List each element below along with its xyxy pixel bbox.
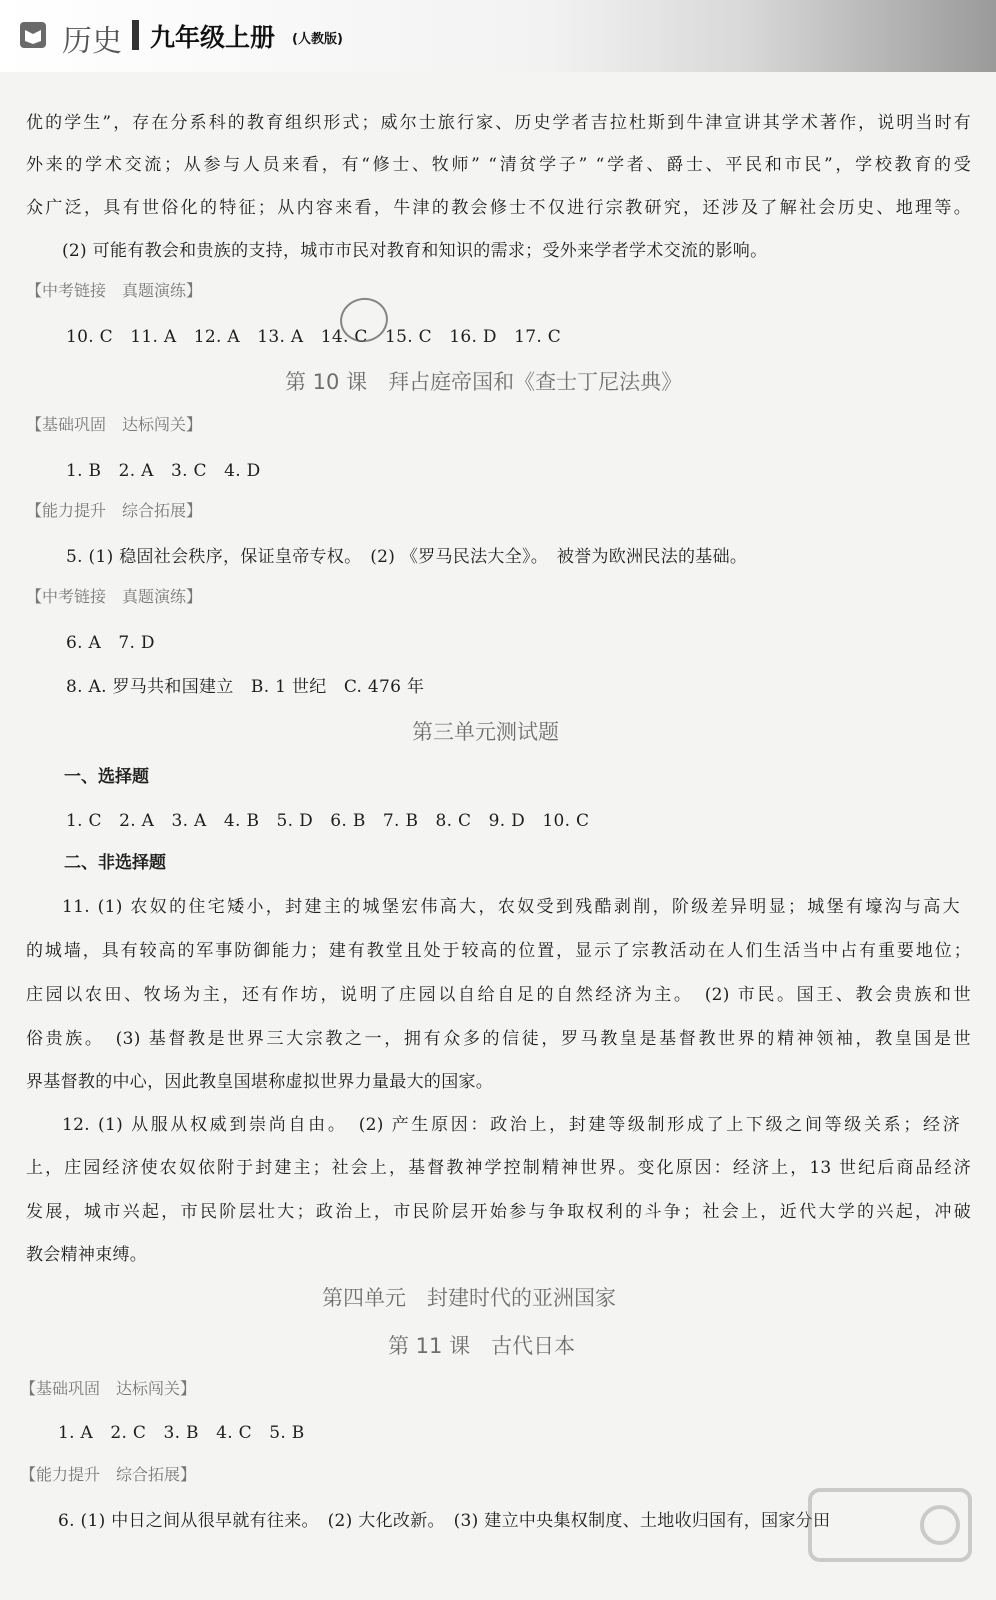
- section-tag-ability: 【能力提升 综合拓展】: [26, 501, 203, 520]
- paragraph-line: 俗贵族。 (3) 基督教是世界三大宗教之一，拥有众多的信徒，罗马教皇是基督教世界的精神领袖，教皇国是世: [26, 1029, 971, 1049]
- answer-line: 5. (1) 稳固社会秩序，保证皇帝专权。 (2) 《罗马民法大全》。 被誉为欧洲民法的基础。: [66, 547, 748, 567]
- book-logo-icon: [20, 22, 46, 48]
- lesson-title: 第 10 课 拜占庭帝国和《查士丁尼法典》: [285, 370, 683, 394]
- answer-line: 10. C 11. A 12. A 13. A 14. C 15. C 16. D 17. C: [66, 327, 562, 347]
- paragraph-line: 教会精神束缚。: [26, 1245, 148, 1265]
- answer-line: 1. B 2. A 3. C 4. D: [66, 461, 261, 481]
- answer-line: 1. A 2. C 3. B 4. C 5. B: [58, 1423, 305, 1443]
- subject-label: 历史: [62, 24, 122, 59]
- section-tag-exam: 【中考链接 真题演练】: [26, 281, 203, 300]
- section-tag-basic: 【基础巩固 达标闯关】: [26, 415, 203, 434]
- answer-line: 6. (1) 中日之间从很早就有往来。 (2) 大化改新。 (3) 建立中央集权制度、土地收归国有，国家分田: [58, 1511, 831, 1531]
- section-heading: 二、非选择题: [64, 853, 166, 873]
- section-tag-basic: 【基础巩固 达标闯关】: [20, 1379, 197, 1398]
- site-watermark-logo: [800, 1480, 980, 1570]
- paragraph-line: (2) 可能有教会和贵族的支持，城市市民对教育和知识的需求；受外来学者学术交流的影响。: [62, 241, 768, 261]
- paragraph-line: 众广泛，具有世俗化的特征；从内容来看，牛津的教会修士不仅进行宗教研究，还涉及了解社会历史、地理等。: [26, 198, 971, 218]
- answer-line: 8. A. 罗马共和国建立 B. 1 世纪 C. 476 年: [66, 677, 425, 697]
- header-divider: [132, 20, 139, 50]
- answer-line: 1. C 2. A 3. A 4. B 5. D 6. B 7. B 8. C 9. D 10. C: [66, 811, 590, 831]
- section-tag-exam: 【中考链接 真题演练】: [26, 587, 203, 606]
- paragraph-line: 的城墙，具有较高的军事防御能力；建有教堂且处于较高的位置，显示了宗教活动在人们生活当中占有重要地位；: [26, 941, 971, 961]
- lesson-title: 第 11 课 古代日本: [388, 1334, 576, 1358]
- unit-test-title: 第三单元测试题: [412, 720, 559, 744]
- grade-label: 九年级上册: [150, 23, 276, 52]
- answer-line: 6. A 7. D: [66, 633, 155, 653]
- page-header: [0, 0, 996, 72]
- unit-title: 第四单元 封建时代的亚洲国家: [322, 1286, 616, 1310]
- paragraph-line: 11. (1) 农奴的住宅矮小，封建主的城堡宏伟高大，农奴受到残酷剥削，阶级差异明显；城堡有壕沟与高大: [62, 897, 960, 917]
- paragraph-line: 界基督教的中心，因此教皇国堪称虚拟世界力量最大的国家。: [26, 1072, 494, 1092]
- section-tag-ability: 【能力提升 综合拓展】: [20, 1465, 197, 1484]
- paragraph-line: 12. (1) 从服从权威到崇尚自由。 (2) 产生原因：政治上，封建等级制形成了上下级之间等级关系；经济: [62, 1115, 960, 1135]
- section-heading: 一、选择题: [64, 767, 149, 787]
- edition-label: (人教版): [292, 32, 343, 47]
- paragraph-line: 优的学生”，存在分系科的教育组织形式；威尔士旅行家、历史学者吉拉杜斯到牛津宣讲其学术著作，说明当时有: [26, 113, 971, 133]
- paragraph-line: 外来的学术交流；从参与人员来看，有“修士、牧师” “清贫学子” “学者、爵士、平民和市民”，学校教育的受: [26, 155, 971, 175]
- paragraph-line: 发展，城市兴起，市民阶层壮大；政治上，市民阶层开始参与争取权利的斗争；社会上，近代大学的兴起，冲破: [26, 1202, 971, 1222]
- paragraph-line: 上，庄园经济使农奴依附于封建主；社会上，基督教神学控制精神世界。变化原因：经济上，13 世纪后商品经济: [26, 1158, 971, 1178]
- paragraph-line: 庄园以农田、牧场为主，还有作坊，说明了庄园以自给自足的自然经济为主。 (2) 市民。国王、教会贵族和世: [26, 985, 971, 1005]
